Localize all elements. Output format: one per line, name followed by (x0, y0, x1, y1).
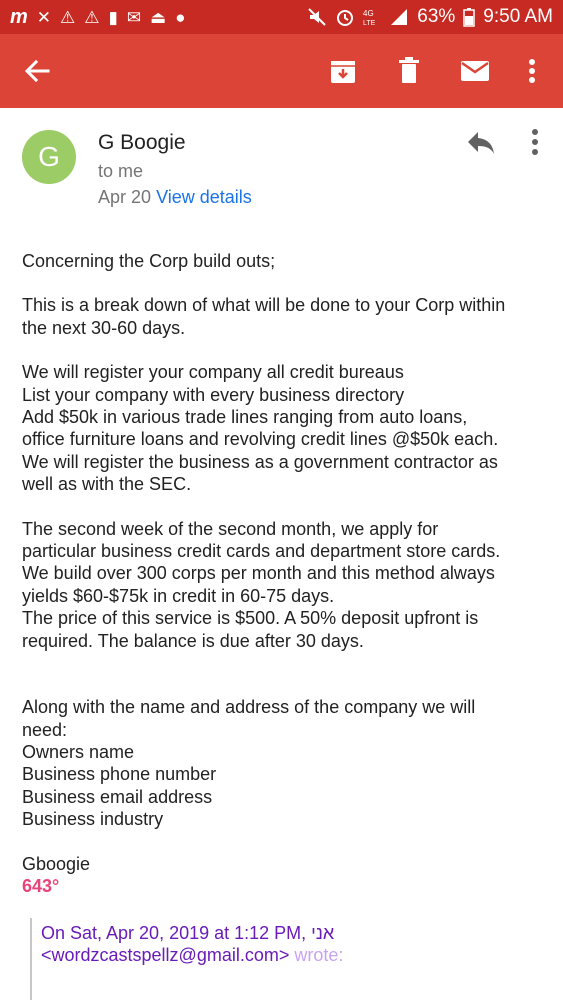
lte-icon (363, 7, 381, 27)
status-bar (0, 0, 563, 34)
notification-icons (10, 7, 186, 27)
body-line: This is a break down of what will be done to your Corp within (22, 295, 506, 316)
missed-call-icon: ✕ (36, 7, 52, 27)
mail-notification-icon: ✉ (126, 7, 142, 27)
avatar[interactable]: G (22, 130, 76, 184)
body-line: yields $60-$75k in credit in 60-75 days. (22, 585, 335, 606)
body-line: Business email address (22, 786, 213, 807)
body-line: List your company with every business directory (22, 384, 405, 405)
body-line: office furniture loans and revolving credit lines @$50k each. (22, 429, 499, 450)
recipient-line: to me (98, 161, 144, 181)
body-line: Along with the name and address of the company we will (22, 697, 476, 718)
body-line: well as with the SEC. (22, 474, 192, 495)
app-bar (0, 34, 563, 108)
email-date: Apr 20 (98, 187, 152, 207)
email-body (22, 250, 552, 897)
archive-icon[interactable] (327, 55, 359, 87)
body-line: Business industry (22, 809, 164, 830)
more-vert-icon[interactable] (521, 55, 543, 87)
system-indicators (307, 6, 553, 28)
body-line: We will register your company all credit bureaus (22, 362, 404, 383)
body-line: Concerning the Corp build outs; (22, 251, 276, 271)
reply-icon[interactable] (466, 130, 496, 156)
clock: 9:50 AM (483, 6, 553, 27)
app-notification-icon: ⏏ (150, 7, 167, 27)
quote-sender-line (41, 944, 530, 966)
body-line: Add $50k in various trade lines ranging from auto loans, (22, 407, 468, 428)
mute-icon (307, 7, 327, 27)
body-line: We will register the business as a government contractor as (22, 451, 498, 472)
alarm-icon (335, 7, 355, 27)
back-arrow-icon[interactable] (22, 56, 52, 86)
signal-icon (389, 7, 409, 27)
quoted-message[interactable] (30, 918, 530, 1000)
message-icon: ▮ (108, 7, 118, 27)
body-line: The price of this service is $500. A 50% deposit upfront is (22, 608, 479, 629)
body-line: We build over 300 corps per month and this method always (22, 563, 495, 584)
warning-icon: ⚠ (60, 7, 76, 27)
quote-sender-email[interactable]: <wordzcastspellz@gmail.com> (41, 945, 290, 966)
warning-icon-2: ⚠ (84, 7, 100, 27)
dot-icon: ● (175, 7, 186, 27)
message-more-icon[interactable] (525, 128, 545, 156)
svg-text:LTE: LTE (363, 20, 376, 27)
body-line: need: (22, 719, 68, 740)
quote-header: On Sat, Apr 20, 2019 at 1:12 PM, אני (41, 923, 335, 943)
body-line: Owners name (22, 741, 135, 762)
mail-icon[interactable] (459, 55, 491, 87)
date-line (98, 187, 252, 208)
view-details-link[interactable]: View details (156, 187, 252, 207)
body-line: particular business credit cards and department store cards. (22, 541, 501, 562)
signature-name: Gboogie (22, 853, 91, 874)
sender-name: G Boogie (98, 131, 186, 154)
quote-wrote: wrote: (294, 945, 344, 966)
body-line: Business phone number (22, 764, 217, 785)
battery-percent: 63% (417, 6, 456, 27)
svg-text:4G: 4G (363, 9, 374, 18)
signature-number: 643° (22, 875, 60, 896)
body-line: required. The balance is due after 30 days. (22, 630, 364, 651)
body-line: the next 30-60 days. (22, 317, 186, 338)
body-line: The second week of the second month, we apply for (22, 518, 439, 539)
delete-icon[interactable] (393, 55, 425, 87)
m-notification-icon: m (10, 6, 28, 28)
battery-icon (463, 7, 475, 27)
